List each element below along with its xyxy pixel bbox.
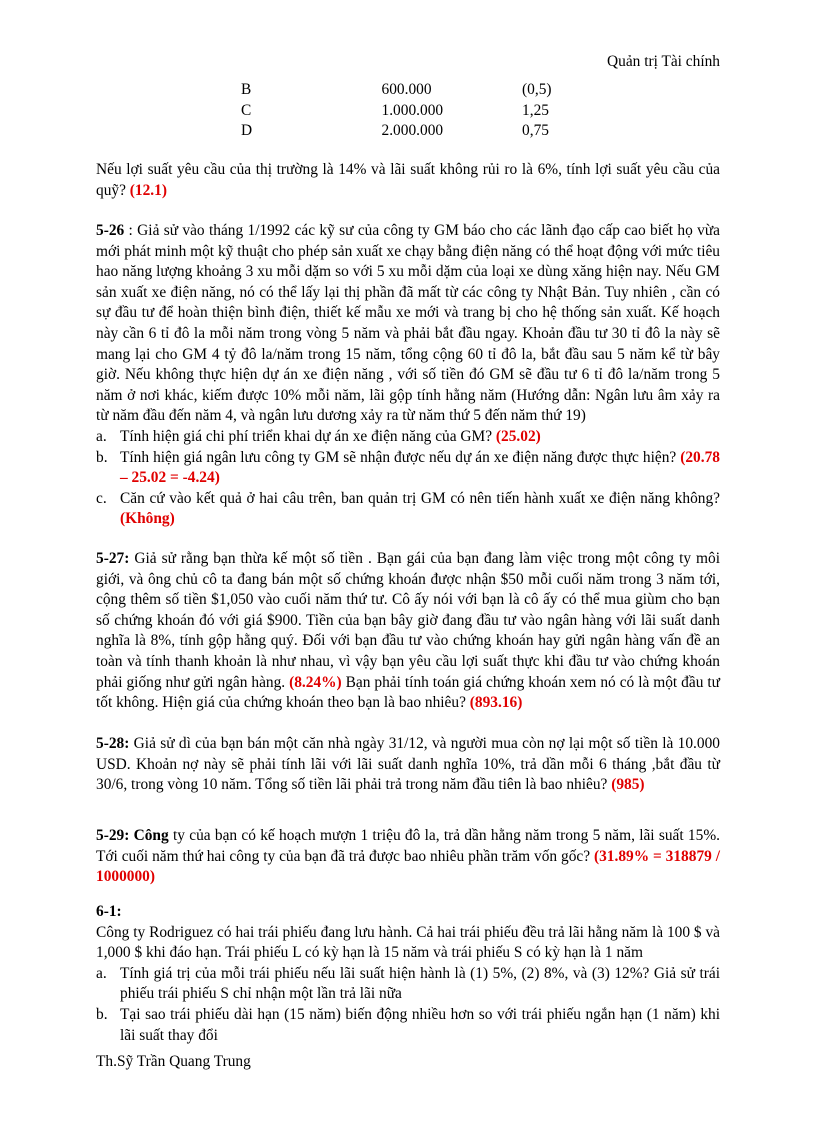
problem-6-1: [96, 902, 720, 1046]
problem-body: : Giả sử vào tháng 1/1992 các kỹ sư của công ty GM báo cho các lãnh đạo cấp cao biết họ vừa mới phát minh một kỹ thuật cho phép sản xuất xe chạy bằng điện năng có thể hoạt động với mức tiêu hao năng lượng khoảng 3 xu mỗi dặm so với 5 xu mỗi dặm của loại xe dùng xăng hiện nay. Nếu GM sản xuất xe điện năng, nó có thể lấy lại thị phần đã mất từ các công ty Nhật Bản. Tuy nhiên , cần có sự đầu tư để hoàn thiện bình điện, thiết kế mẫu xe mới và trang bị cho hệ thống sản xuất. Kế hoạch này cần 6 tỉ đô la mỗi năm trong vòng 5 năm và phải bắt đầu ngay. Khoản đầu tư 30 tỉ đô la này sẽ mang lại cho GM 4 tỷ đô la/năm trong 15 năm, tổng cộng 60 tỉ đô la, bắt đầu sau 5 năm kể từ bây giờ. Nếu không thực hiện dự án xe điện năng , với số tiền đó GM sẽ đầu tư 6 tỉ đô la/năm trong 5 năm ở nơi khác, kiếm được 10% mỗi năm, lãi gộp tính hằng năm (Hướng dẫn: Ngân lưu âm xảy ra từ năm đầu đến năm 4, và ngân lưu dương xảy ra từ năm thứ 5 đến năm thứ 19): [96, 222, 720, 425]
list-text: Tính giá trị của mỗi trái phiếu nếu lãi suất hiện hành là (1) 5%, (2) 8%, và (3) 12%? Giả sử trái phiếu trái phiếu S chỉ nhận một lần trả lãi nữa: [120, 964, 720, 1003]
list-marker: b.: [96, 448, 108, 466]
problem-body: ty của bạn có kế hoạch mượn 1 triệu đô la, trả dần hằng năm trong 5 năm, lãi suất 15%. Tới cuối năm thứ hai công ty của bạn đã trả được bao nhiêu phần trăm vốn gốc?: [96, 827, 720, 865]
list-marker: a.: [96, 427, 107, 445]
problem-label: 5-28:: [96, 735, 130, 752]
beta-cell: 0,75: [522, 122, 549, 140]
list-item: [96, 448, 720, 489]
problem-bold-word: Công: [129, 827, 169, 844]
running-header: Quản trị Tài chính: [607, 53, 720, 70]
answer-text: (25.02): [495, 427, 541, 445]
problem-5-26: [96, 221, 720, 530]
answer-text: (12.1): [129, 181, 167, 199]
list-marker: a.: [96, 964, 107, 982]
problem-text: [96, 221, 720, 427]
question-text: Nếu lợi suất yêu cầu của thị trường là 14% và lãi suất không rủi ro là 6%, tính lợi suất yêu cầu của quỹ?: [96, 161, 720, 199]
list-item: [96, 1005, 720, 1046]
answer-text: (20.78 – 25.02 = -4.24): [120, 448, 720, 487]
list-item: [96, 964, 720, 1005]
problem-body: Giả sử rằng bạn thừa kế một số tiền . Bạn gái của bạn đang làm việc trong một công ty môi giới, và ông chủ cô ta đang bán một số chứng khoán được nhận $50 mỗi cuối năm trong 3 năm tới, cộng thêm số tiền $1,050 vào cuối năm thứ tư. Cô ấy nói với bạn là cô ấy có thể mua giùm cho bạn số chứng khoán đó với giá $900. Tiền của bạn bây giờ đang đầu tư vào ngân hàng với lãi suất danh nghĩa là 8%, tính gộp hằng quý. Đối với bạn đầu tư vào chứng khoán hay gửi ngân hàng vấn đề an toàn và tính thanh khoản là như nhau, vì vậy bạn yêu cầu lợi suất thực khi đầu tư vào chứng khoán phải giống như gửi ngân hàng.: [96, 550, 720, 691]
problem-label: 6-1:: [96, 903, 122, 920]
question-text: Tính hiện giá chi phí triển khai dự án xe điện năng của GM?: [120, 427, 496, 445]
question-text: Căn cứ vào kết quả ở hai câu trên, ban quản trị GM có nên tiến hành xuất xe điện năng không?: [120, 489, 720, 507]
beta-cell: 1,25: [522, 101, 549, 119]
portfolio-table: [241, 80, 581, 142]
list-text: Tại sao trái phiếu dài hạn (15 năm) biến động nhiều hơn so với trái phiếu ngắn hạn (1 năm) khi lãi suất thay đổi: [120, 1005, 720, 1044]
answer-text: (8.24%): [289, 673, 342, 691]
sub-question-list: [96, 964, 720, 1046]
answer-text: (985): [611, 776, 645, 794]
list-item: [96, 489, 720, 530]
sub-question-list: [96, 427, 720, 530]
problem-body: Bạn phải tính toán giá chứng khoán xem nó có là một đầu tư tốt không. Hiện giá của chứng khoán theo bạn là bao nhiêu?: [96, 673, 720, 712]
stock-cell: D: [241, 122, 253, 140]
amount-cell: 1.000.000: [381, 101, 444, 119]
amount-cell: 2.000.000: [381, 122, 444, 140]
stock-cell: C: [241, 101, 252, 119]
question-paragraph: [96, 160, 720, 201]
problem-5-27: [96, 549, 720, 714]
list-marker: b.: [96, 1005, 108, 1023]
amount-cell: 600.000: [381, 81, 432, 98]
stock-cell: B: [241, 81, 252, 98]
problem-body: Công ty Rodriguez có hai trái phiếu đang lưu hành. Cả hai trái phiếu đều trả lãi hằng năm là 100 $ và 1,000 $ khi đáo hạn. Trái phiếu L có kỳ hạn là 15 năm và trái phiếu S có kỳ hạn là 1 năm: [96, 923, 720, 962]
problem-label: 5-29:: [96, 827, 130, 844]
problem-5-28: [96, 734, 720, 796]
question-text: Tính hiện giá ngân lưu công ty GM sẽ nhận được nếu dự án xe điện năng được thực hiện?: [120, 448, 681, 466]
beta-cell: (0,5): [522, 81, 552, 98]
problem-label: 5-27:: [96, 550, 130, 567]
page-footer-author: Th.Sỹ Trần Quang Trung: [96, 1053, 251, 1070]
answer-text: (31.89% = 318879 / 1000000): [96, 847, 721, 886]
answer-text: (Không): [120, 510, 175, 528]
list-item: [96, 427, 720, 448]
list-text: [120, 489, 720, 530]
problem-5-29: [96, 826, 720, 888]
list-marker: c.: [96, 489, 107, 507]
table-row: [241, 80, 581, 101]
problem-body: Giả sử dì của bạn bán một căn nhà ngày 31/12, và người mua còn nợ lại một số tiền là 10.000 USD. Khoản nợ này sẽ phải tính lãi với lãi suất danh nghĩa 10%, trả dần mỗi 6 tháng ,bắt đầu từ 30/6, trong vòng 10 năm. Tổng số tiền lãi phải trả trong năm đầu tiên là bao nhiêu?: [96, 735, 720, 794]
problem-label: 5-26: [96, 222, 125, 239]
table-row: [241, 121, 581, 142]
list-text: [120, 427, 720, 448]
list-text: [120, 448, 720, 489]
answer-text: (893.16): [469, 694, 523, 712]
table-row: [241, 101, 581, 122]
